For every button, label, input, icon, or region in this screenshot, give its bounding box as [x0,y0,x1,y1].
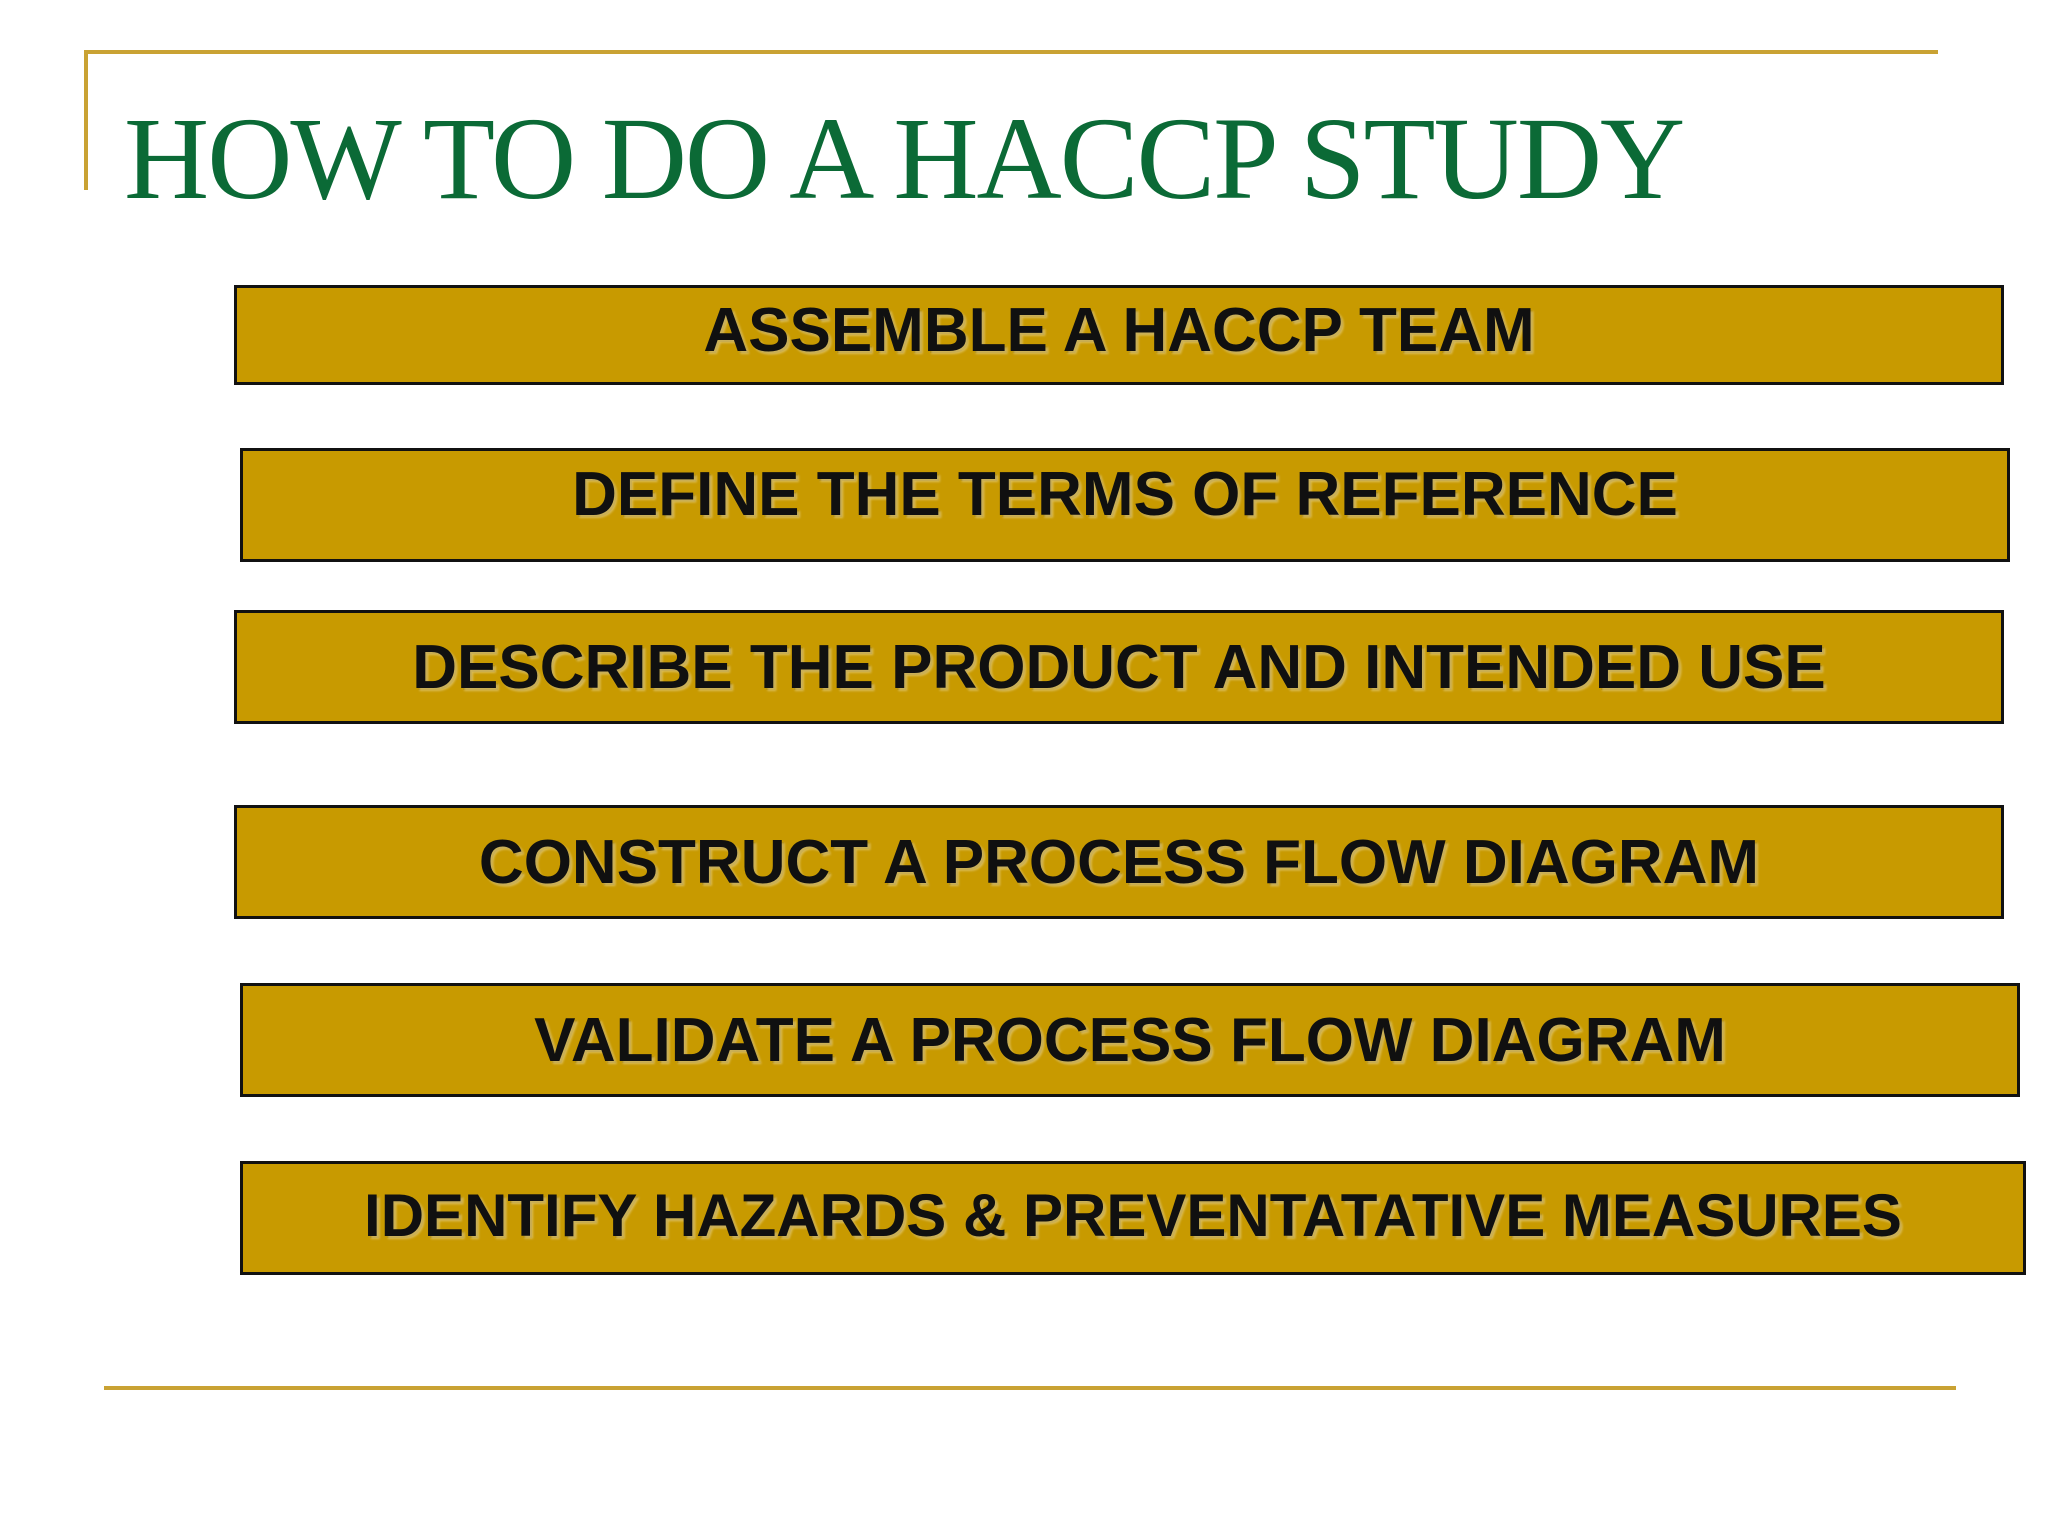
step-identify-hazards [240,1161,2026,1275]
bottom-rule [104,1386,1956,1390]
step-label: IDENTIFY HAZARDS & PREVENTATATIVE MEASURES [364,1181,1902,1249]
step-label: VALIDATE A PROCESS FLOW DIAGRAM [534,1005,1726,1075]
top-rule [84,50,1938,54]
left-rule [84,50,88,190]
step-label: CONSTRUCT A PROCESS FLOW DIAGRAM [478,827,1760,897]
step-label: ASSEMBLE A HACCP TEAM [703,295,1535,365]
step-assemble-team [234,285,2004,385]
step-define-terms [240,448,2010,562]
step-label: DESCRIBE THE PRODUCT AND INTENDED USE [412,632,1826,702]
step-validate-flow-diagram [240,983,2020,1097]
step-label: DEFINE THE TERMS OF REFERENCE [572,459,1678,529]
step-describe-product [234,610,2004,724]
slide-title: HOW TO DO A HACCP STUDY [124,93,1684,224]
step-construct-flow-diagram [234,805,2004,919]
